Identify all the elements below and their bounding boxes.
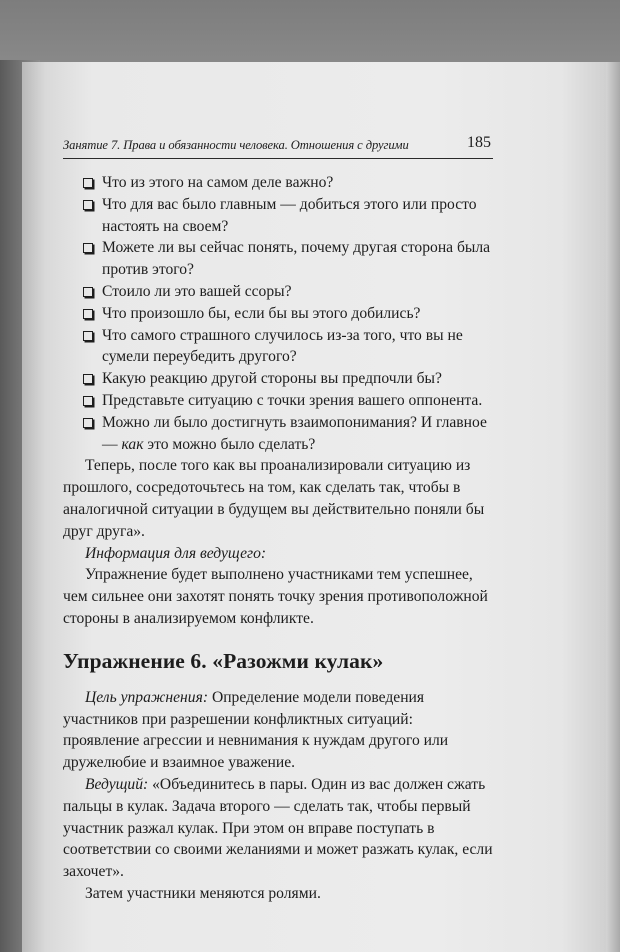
scan-background-top [0, 0, 620, 70]
leader-text: «Объединитесь в пары. Один из вас должен сжать пальцы в кулак. Задача второго — сделать так, чтобы первый участник разжал кулак. При этом он вправе поступать в соответствии со своими желаниями и может разжать кулак, если захочет». [63, 775, 493, 881]
info-heading [63, 543, 493, 565]
question-item [63, 368, 493, 390]
leader-paragraph [63, 774, 493, 883]
exercise-title: Упражнение 6. «Разожми кулак» [63, 648, 384, 673]
question-item [63, 237, 493, 281]
question-text: Что для вас было главным — добиться этого или просто настоять на своем? [102, 195, 477, 235]
page-number: 185 [467, 134, 491, 151]
page-right-edge [606, 62, 620, 952]
question-text: Что произошло бы, если бы вы этого добились? [102, 304, 421, 322]
question-item [63, 303, 493, 325]
question-emphasis: как [121, 435, 144, 453]
question-item [63, 390, 493, 412]
running-title: Занятие 7. Права и обязанности человека. Отношения с другими [63, 138, 409, 152]
goal-text: Определение модели поведения участников при разрешении конфликтных ситуаций: проявление агрессии и невнимания к нуждам другого или дружелюбие и взаимное уважение. [63, 688, 449, 772]
question-item [63, 325, 493, 369]
question-text: Какую реакцию другой стороны вы предпочли бы? [102, 370, 442, 388]
question-text-start: Можно ли было достигнуть взаимопонимания? И главное — [102, 413, 487, 453]
question-text-end: это можно было сделать? [143, 435, 316, 453]
question-item [63, 281, 493, 303]
question-item [63, 172, 493, 194]
question-text: Представьте ситуацию с точки зрения вашего оппонента. [102, 391, 483, 409]
page-body [63, 172, 493, 905]
question-text: Стоило ли это вашей ссоры? [102, 282, 292, 300]
question-text: Можете ли вы сейчас понять, почему другая сторона была против этого? [102, 239, 491, 279]
goal-paragraph [63, 687, 493, 774]
info-label: Информация для ведущего: [85, 544, 267, 562]
question-item [63, 412, 493, 456]
question-item [63, 194, 493, 238]
info-paragraph: Упражнение будет выполнено участниками тем успешнее, чем сильнее они захотят понять точку зрения противоположной стороны в анализируемом конфликте. [63, 566, 488, 627]
question-text: Что из этого на самом деле важно? [102, 174, 334, 191]
question-text: Что самого страшного случилось из-за того, что вы не сумели переубедить другого? [102, 326, 463, 366]
running-header [63, 134, 493, 159]
closing-paragraph: Затем участники меняются ролями. [85, 884, 321, 902]
question-list [63, 172, 493, 455]
goal-label: Цель упражнения: [85, 688, 209, 706]
conclusion-paragraph: Теперь, после того как вы проанализировали ситуацию из прошлого, сосредоточьтесь на том, как сделать так, чтобы в аналогичной ситуации в будущем вы действительно поняли бы друг друга». [63, 457, 485, 540]
leader-label: Ведущий: [85, 775, 149, 793]
